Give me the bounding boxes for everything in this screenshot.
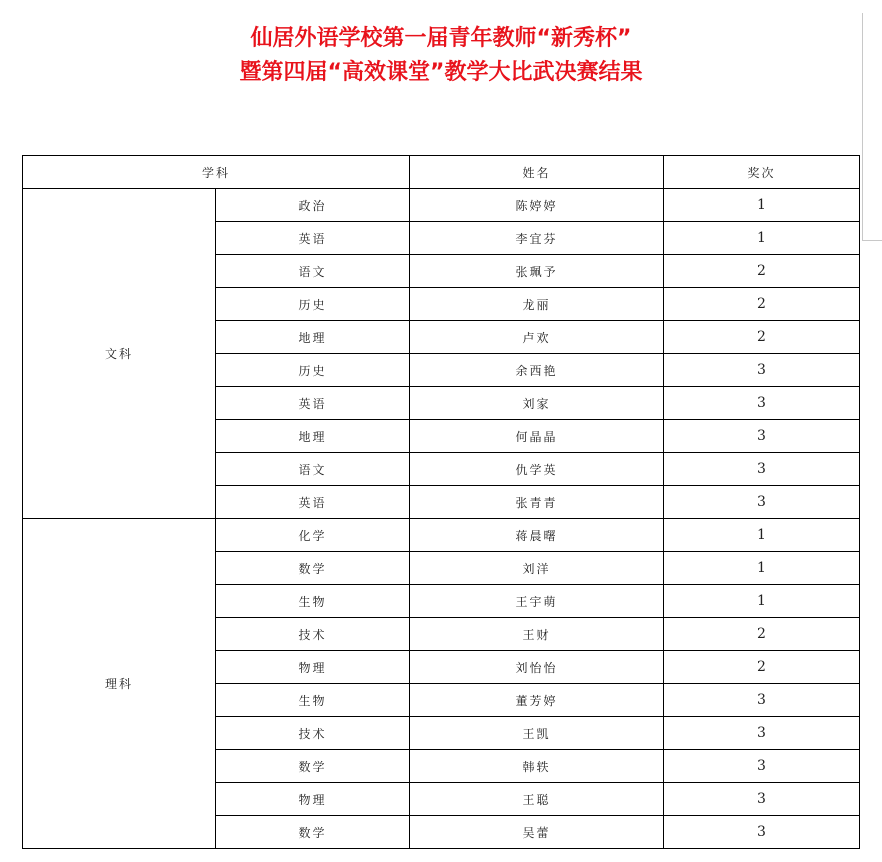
name-cell: 张珮予	[410, 255, 664, 288]
rank-cell: 1	[664, 585, 860, 618]
rank-cell: 3	[664, 816, 860, 849]
rank-cell: 1	[664, 222, 860, 255]
name-cell: 吴蕾	[410, 816, 664, 849]
rank-cell: 1	[664, 519, 860, 552]
rank-cell: 2	[664, 321, 860, 354]
rank-cell: 2	[664, 618, 860, 651]
subject-cell: 技术	[216, 717, 410, 750]
name-cell: 余西艳	[410, 354, 664, 387]
name-cell: 韩轶	[410, 750, 664, 783]
rank-cell: 3	[664, 453, 860, 486]
subject-cell: 地理	[216, 321, 410, 354]
subject-cell: 政治	[216, 189, 410, 222]
rank-cell: 1	[664, 189, 860, 222]
rank-cell: 3	[664, 387, 860, 420]
subject-cell: 语文	[216, 255, 410, 288]
subject-cell: 物理	[216, 783, 410, 816]
group-label-liberal-arts: 文科	[23, 189, 216, 519]
name-cell: 仇学英	[410, 453, 664, 486]
subject-cell: 历史	[216, 354, 410, 387]
rank-cell: 3	[664, 750, 860, 783]
header-rank: 奖次	[664, 156, 860, 189]
subject-cell: 生物	[216, 684, 410, 717]
rank-cell: 2	[664, 255, 860, 288]
subject-cell: 英语	[216, 387, 410, 420]
subject-cell: 技术	[216, 618, 410, 651]
rank-cell: 3	[664, 717, 860, 750]
subject-cell: 英语	[216, 486, 410, 519]
rank-cell: 2	[664, 288, 860, 321]
name-cell: 董芳婷	[410, 684, 664, 717]
rank-cell: 3	[664, 684, 860, 717]
name-cell: 王财	[410, 618, 664, 651]
name-cell: 刘家	[410, 387, 664, 420]
rank-cell: 2	[664, 651, 860, 684]
subject-cell: 化学	[216, 519, 410, 552]
header-name: 姓名	[410, 156, 664, 189]
name-cell: 陈婷婷	[410, 189, 664, 222]
title-line-1: 仙居外语学校第一届青年教师“新秀杯”	[250, 26, 632, 51]
table-row	[23, 519, 860, 552]
name-cell: 何晶晶	[410, 420, 664, 453]
table-row	[23, 189, 860, 222]
subject-cell: 数学	[216, 750, 410, 783]
subject-cell: 历史	[216, 288, 410, 321]
rank-cell: 3	[664, 420, 860, 453]
title-line-2: 暨第四届“高效课堂”教学大比武决赛结果	[239, 60, 643, 85]
name-cell: 王宇萌	[410, 585, 664, 618]
header-subject: 学科	[23, 156, 410, 189]
results-table	[22, 155, 860, 849]
name-cell: 蒋晨曙	[410, 519, 664, 552]
name-cell: 刘怡怡	[410, 651, 664, 684]
subject-cell: 数学	[216, 816, 410, 849]
table-header-row	[23, 156, 860, 189]
subject-cell: 地理	[216, 420, 410, 453]
subject-cell: 英语	[216, 222, 410, 255]
rank-cell: 3	[664, 783, 860, 816]
name-cell: 龙丽	[410, 288, 664, 321]
name-cell: 张青青	[410, 486, 664, 519]
subject-cell: 数学	[216, 552, 410, 585]
name-cell: 李宜芬	[410, 222, 664, 255]
page-edge-marker	[862, 13, 882, 241]
group-label-science: 理科	[23, 519, 216, 849]
rank-cell: 3	[664, 354, 860, 387]
rank-cell: 1	[664, 552, 860, 585]
subject-cell: 语文	[216, 453, 410, 486]
name-cell: 王凯	[410, 717, 664, 750]
name-cell: 卢欢	[410, 321, 664, 354]
subject-cell: 生物	[216, 585, 410, 618]
rank-cell: 3	[664, 486, 860, 519]
document-title	[0, 22, 882, 90]
name-cell: 王聪	[410, 783, 664, 816]
subject-cell: 物理	[216, 651, 410, 684]
name-cell: 刘洋	[410, 552, 664, 585]
